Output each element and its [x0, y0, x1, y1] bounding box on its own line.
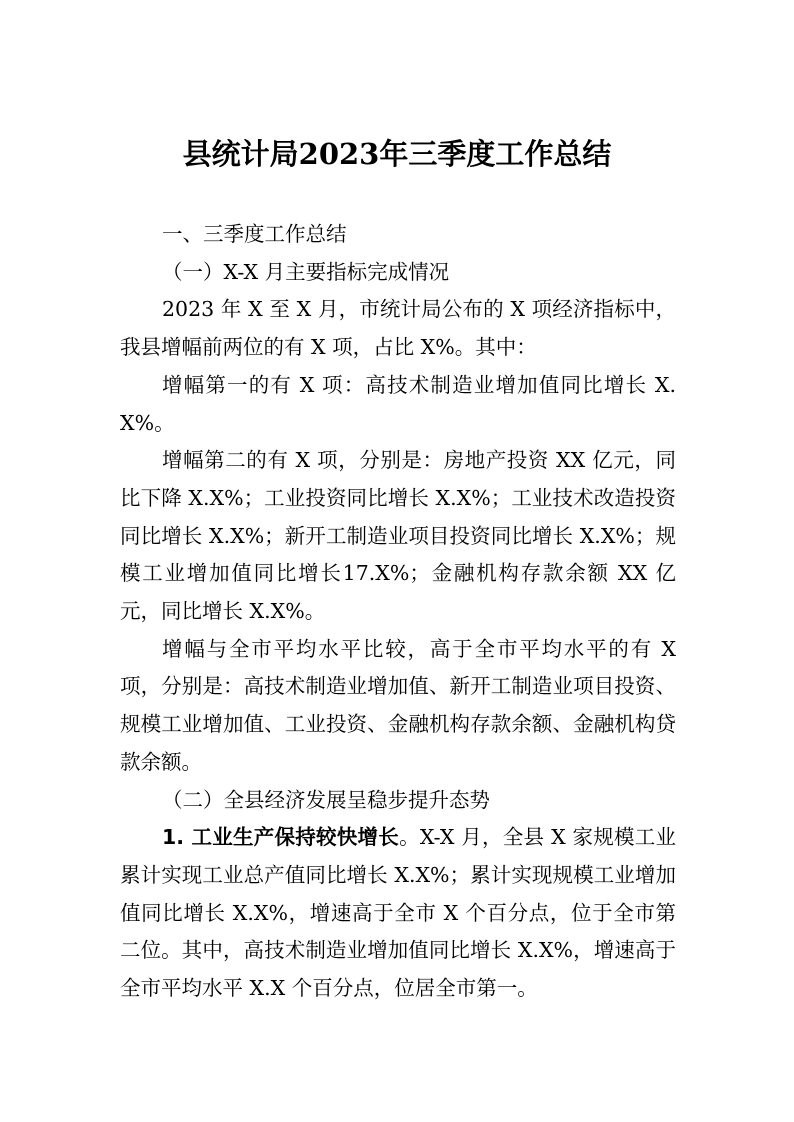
paragraph-first-rank: 增幅第一的有 X 项：高技术制造业增加值同比增长 X.X%。 — [120, 372, 676, 435]
paragraph-second-rank: 增幅第二的有 X 项，分别是：房地产投资 XX 亿元，同比下降 X.X%；工业投资同比增长 X.X%；工业技术改造投资同比增长 X.X%；新开工制造业项目投资同比增长 X.X%；规模工业增加值同比增长17.X%；金融机构存款余额 XX 亿元，同比增长 X.X%。 — [120, 448, 676, 624]
sub-heading-indicators: （一）X-X 月主要指标完成情况 — [162, 259, 450, 284]
document-body — [120, 216, 676, 1008]
paragraph-industry-text: 。X-X 月，全县 X 家规模工业累计实现工业总产值同比增长 X.X%；累计实现规模工业增加值同比增长 X.X%，增速高于全市 X 个百分点，位于全市第二位。其中，高技术制造业增加值同比增长 X.X%，增速高于全市平均水平 X.X 个百分点，位居全市第一。 — [120, 825, 676, 1001]
section-heading: 一、三季度工作总结 — [162, 222, 347, 246]
sub-heading-economy: （二）全县经济发展呈稳步提升态势 — [162, 787, 490, 812]
paragraph-overview: 2023 年 X 至 X 月，市统计局公布的 X 项经济指标中，我县增幅前两位的有 X 项，占比 X%。其中： — [120, 297, 676, 360]
paragraph-above-average: 增幅与全市平均水平比较，高于全市平均水平的有 X 项，分别是：高技术制造业增加值、新开工制造业项目投资、规模工业增加值、工业投资、金融机构存款余额、金融机构贷款余额。 — [120, 636, 676, 774]
document-title: 县统计局2023年三季度工作总结 — [182, 137, 612, 171]
paragraph-industry — [120, 819, 676, 1008]
paragraph-lead-text: 1. 工业生产保持较快增长 — [162, 825, 400, 850]
